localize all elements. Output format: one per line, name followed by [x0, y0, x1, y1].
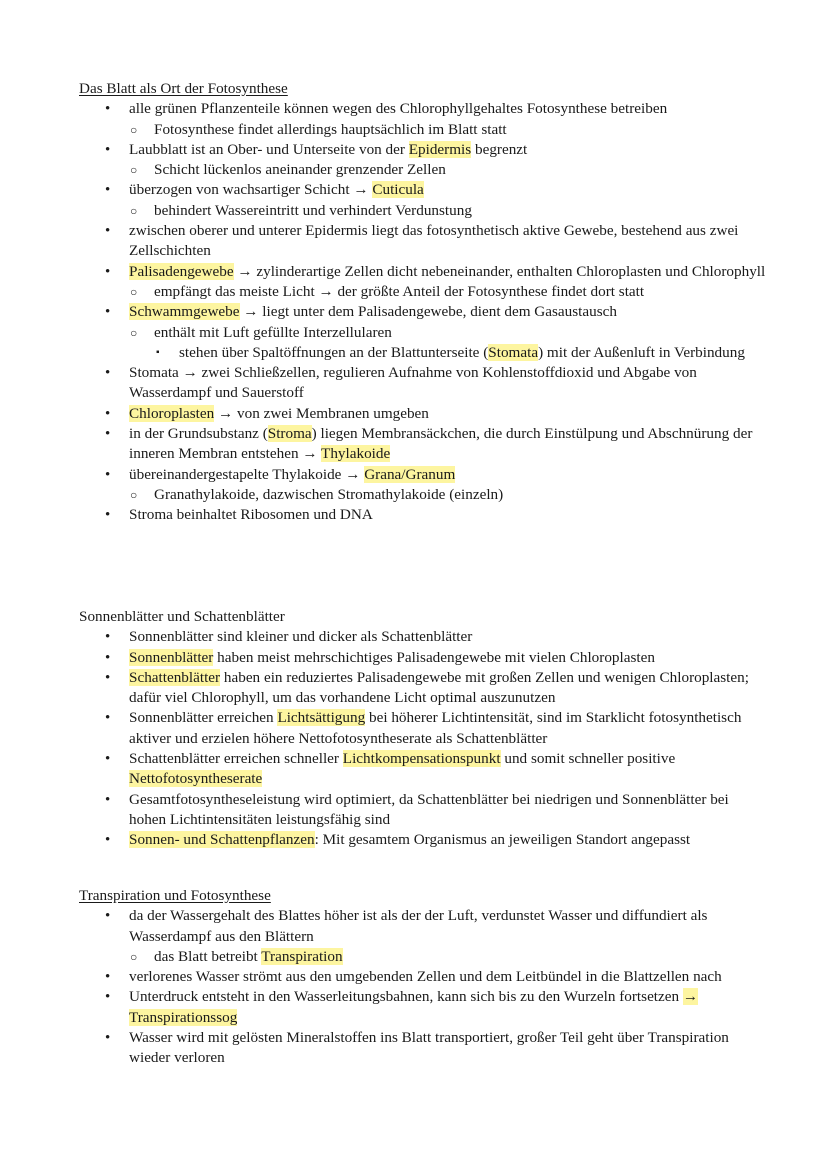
list-item-level-2 — [79, 201, 769, 221]
list-item-level-1 — [79, 302, 769, 322]
list-item-level-2 — [79, 160, 769, 180]
bullet-marker: • — [105, 304, 111, 321]
bullet-marker: • — [105, 182, 111, 199]
section-heading: Transpiration und Fotosynthese — [79, 887, 271, 904]
highlighted-term: Palisadengewebe — [129, 262, 234, 280]
item-text: und somit schneller positive — [500, 750, 676, 768]
highlighted-term: Transpiration — [261, 947, 343, 965]
item-text: bei höherer Lichtintensität, sind im Starklicht fotosynthetisch aktiver und erzielen höhere Nettofotosyntheserate als Schattenblätter — [129, 709, 742, 747]
bullet-marker: • — [105, 791, 111, 808]
bullet-marker: • — [105, 649, 111, 666]
bullet-marker: • — [105, 751, 111, 768]
bullet-marker: ○ — [130, 487, 138, 502]
item-text: Sonnenblätter sind kleiner und dicker als Schattenblätter — [129, 628, 473, 646]
item-text: Gesamtfotosyntheseleistung wird optimiert, da Schattenblätter bei niedrigen und Sonnenblätter bei hohen Lichtintensitäten leistungsfähig sind — [129, 790, 729, 828]
bullet-marker: • — [105, 669, 111, 686]
highlighted-term: Lichtsättigung — [277, 709, 366, 727]
highlighted-term: Grana/Granum — [364, 465, 456, 483]
item-text: übereinandergestapelte Thylakoide → — [129, 465, 365, 483]
highlighted-term: → Transpirationssog — [129, 988, 699, 1026]
highlighted-term: Schattenblätter — [129, 668, 221, 686]
section-heading: Sonnenblätter und Schattenblätter — [79, 608, 285, 625]
list-item-level-1 — [79, 465, 769, 485]
list-item-level-2 — [79, 120, 769, 140]
list-item-level-2 — [79, 323, 769, 343]
bullet-marker: ○ — [130, 949, 138, 964]
highlighted-term: Lichtkompensationspunkt — [342, 750, 501, 768]
list-item-level-1 — [79, 140, 769, 160]
item-text: Wasser wird mit gelösten Mineralstoffen ins Blatt transportiert, großer Teil geht über Transpiration wieder verloren — [129, 1029, 729, 1067]
highlighted-term: Nettofotosyntheserate — [129, 770, 263, 788]
list-item-level-1 — [79, 424, 769, 465]
item-text: → von zwei Membranen umgeben — [214, 404, 429, 422]
bullet-marker: • — [105, 832, 111, 849]
bullet-marker: • — [105, 141, 111, 158]
item-text: Fotosynthese findet allerdings hauptsächlich im Blatt statt — [154, 120, 507, 138]
bullet-marker: • — [105, 365, 111, 382]
bullet-marker: • — [105, 507, 111, 524]
list-item-level-1 — [79, 404, 769, 424]
item-text: überzogen von wachsartiger Schicht → — [129, 181, 373, 199]
item-text: in der Grundsubstanz ( — [129, 425, 268, 443]
section-heading: Das Blatt als Ort der Fotosynthese — [79, 80, 288, 97]
list-item-level-2 — [79, 485, 769, 505]
item-text: Schattenblätter erreichen schneller — [129, 750, 343, 768]
highlighted-term: Sonnenblätter — [129, 648, 214, 666]
item-text: : Mit gesamtem Organismus an jeweiligen Standort angepasst — [314, 831, 691, 849]
list-item-level-1 — [79, 363, 769, 404]
section-blatt-fotosynthese — [79, 79, 769, 526]
item-text: haben ein reduziertes Palisadengewebe mit großen Zellen und wenigen Chloroplasten; dafür viel Chlorophyll, um das vorhandene Licht optimal auszunutzen — [129, 668, 749, 707]
list-item-level-1 — [79, 708, 769, 749]
section-transpiration — [79, 886, 769, 1069]
item-text: enthält mit Luft gefüllte Interzellularen — [154, 323, 392, 341]
item-text: Granathylakoide, dazwischen Stromathylakoide (einzeln) — [154, 485, 504, 503]
bullet-marker: ○ — [130, 284, 138, 299]
bullet-marker: ▪ — [156, 346, 160, 358]
list-item-level-1 — [79, 790, 769, 831]
item-text: das Blatt betreibt — [154, 947, 262, 965]
bullet-marker: • — [105, 405, 111, 422]
highlighted-term: Epidermis — [408, 140, 472, 158]
bullet-list — [79, 906, 769, 1068]
bullet-marker: • — [105, 629, 111, 646]
bullet-marker: • — [105, 101, 111, 118]
list-item-level-2 — [79, 947, 769, 967]
bullet-marker: ○ — [130, 325, 138, 340]
list-item-level-1 — [79, 221, 769, 262]
item-text: Stomata → zwei Schließzellen, regulieren Aufnahme von Kohlenstoffdioxid und Abgabe von Wasserdampf und Sauerstoff — [129, 364, 697, 402]
list-item-level-3 — [79, 343, 769, 363]
highlighted-term: Stomata — [488, 343, 539, 361]
item-text: → liegt unter dem Palisadengewebe, dient dem Gasaustausch — [239, 303, 617, 321]
item-text: empfängt das meiste Licht → der größte Anteil der Fotosynthese findet dort statt — [154, 282, 645, 300]
item-text: → zylinderartige Zellen dicht nebeneinander, enthalten Chloroplasten und Chlorophyll — [233, 262, 766, 280]
item-text: Unterdruck entsteht in den Wasserleitungsbahnen, kann sich bis zu den Wurzeln fortsetzen — [129, 988, 683, 1006]
highlighted-term: Sonnen- und Schattenpflanzen — [129, 831, 315, 849]
bullet-marker: ○ — [130, 163, 138, 178]
list-item-level-1 — [79, 987, 769, 1028]
highlighted-term: Cuticula — [372, 181, 424, 199]
highlighted-term: Schwammgewebe — [129, 303, 240, 321]
highlighted-term: Stroma — [267, 425, 312, 443]
item-text: haben meist mehrschichtiges Palisadengewebe mit vielen Chloroplasten — [213, 648, 655, 666]
bullet-list — [79, 99, 769, 525]
bullet-marker: • — [105, 466, 111, 483]
list-item-level-1 — [79, 627, 769, 647]
bullet-marker: ○ — [130, 203, 138, 218]
list-item-level-1 — [79, 906, 769, 947]
item-text: stehen über Spaltöffnungen an der Blattunterseite ( — [179, 343, 489, 361]
highlighted-term: Thylakoide — [321, 445, 391, 463]
section-sonnen-schattenblaetter — [79, 607, 769, 851]
highlighted-term: Chloroplasten — [129, 404, 215, 422]
bullet-marker: • — [105, 969, 111, 986]
item-text: ) liegen Membransäckchen, die durch Einstülpung und Abschnürung der inneren Membran entstehen → — [129, 425, 753, 463]
list-item-level-1 — [79, 180, 769, 200]
bullet-list — [79, 627, 769, 850]
item-text: zwischen oberer und unterer Epidermis liegt das fotosynthetisch aktive Gewebe, bestehend aus zwei Zellschichten — [129, 222, 739, 260]
item-text: verlorenes Wasser strömt aus den umgebenden Zellen und dem Leitbündel in die Blattzellen nach — [129, 968, 722, 986]
list-item-level-1 — [79, 830, 769, 850]
item-text: ) mit der Außenluft in Verbindung — [538, 343, 745, 361]
list-item-level-1 — [79, 668, 769, 709]
list-item-level-1 — [79, 749, 769, 790]
item-text: Schicht lückenlos aneinander grenzender Zellen — [154, 161, 446, 179]
bullet-marker: ○ — [130, 122, 138, 137]
bullet-marker: • — [105, 710, 111, 727]
bullet-marker: • — [105, 223, 111, 240]
bullet-marker: • — [105, 989, 111, 1006]
bullet-marker: • — [105, 908, 111, 925]
list-item-level-1 — [79, 1028, 769, 1069]
list-item-level-1 — [79, 648, 769, 668]
item-text: Stroma beinhaltet Ribosomen und DNA — [129, 506, 373, 524]
item-text: behindert Wassereintritt und verhindert Verdunstung — [154, 201, 472, 219]
item-text: alle grünen Pflanzenteile können wegen des Chlorophyllgehaltes Fotosynthese betreiben — [129, 100, 668, 118]
list-item-level-1 — [79, 967, 769, 987]
list-item-level-1 — [79, 262, 769, 282]
bullet-marker: • — [105, 1030, 111, 1047]
item-text: Sonnenblätter erreichen — [129, 709, 278, 727]
item-text: begrenzt — [471, 140, 528, 158]
bullet-marker: • — [105, 426, 111, 443]
item-text: da der Wassergehalt des Blattes höher ist als der der Luft, verdunstet Wasser und diffundiert als Wasserdampf aus den Blättern — [129, 907, 708, 945]
bullet-marker: • — [105, 263, 111, 280]
item-text: Laubblatt ist an Ober- und Unterseite von der — [129, 140, 409, 158]
list-item-level-1 — [79, 505, 769, 525]
list-item-level-1 — [79, 99, 769, 119]
list-item-level-2 — [79, 282, 769, 302]
